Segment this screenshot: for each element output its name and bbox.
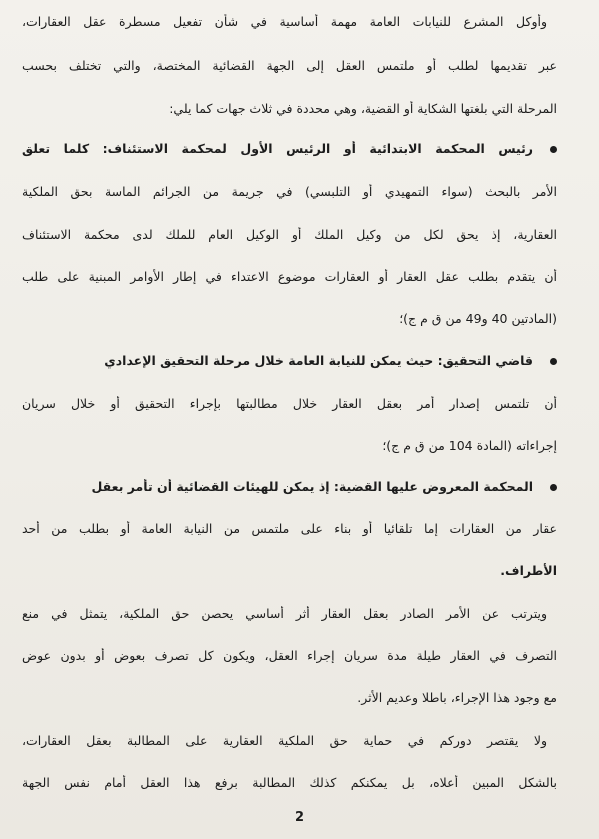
paragraph-line: التصرف في العقار طيلة مدة سريان إجراء العقل، ويكون كل تصرف بعوض أو بدون عوض [22, 648, 557, 663]
paragraph-line: الأمر بالبحث (سواء التمهيدي أو التلبسي) في جريمة من الجرائم الماسة بحق الملكية [22, 184, 557, 199]
paragraph-line: أن يتقدم بطلب عقل العقار أو العقارات موضوع الاعتداء في إطار الأوامر المبنية على طلب [22, 269, 557, 284]
paragraph-line: إجراءاته (المادة 104 من ق م ج)؛ [382, 438, 557, 453]
paragraph-line: ويترتب عن الأمر الصادر بعقل العقار أثر أساسي يحصن حق الملكية، يتمثل في منع [22, 606, 547, 621]
bullet-item-heading: رئيس المحكمة الابتدائية أو الرئيس الأول لمحكمة الاستئناف: كلما تعلق [22, 141, 533, 156]
paragraph-line: (المادتين 40 و49 من ق م ج)؛ [399, 311, 557, 326]
paragraph-line: العقارية، إذ يحق لكل من وكيل الملك أو الوكيل العام للملك لدى محكمة الاستئناف [22, 227, 557, 242]
paragraph-line: عبر تقديمها لطلب أو ملتمس العقل إلى الجهة القضائية المختصة، والتي تختلف بحسب [22, 58, 557, 73]
page-number: 2 [294, 810, 305, 825]
paragraph-line: أن تلتمس إصدار أمر بعقل العقار خلال مطالبتها بإجراء التحقيق أو خلال سريان [22, 396, 557, 411]
paragraph-line: ولا يقتصر دوركم في حماية حق الملكية العقارية على المطالبة بعقل العقارات، [22, 733, 547, 748]
paragraph-line: مع وجود هذا الإجراء، باطلا وعديم الأثر. [357, 690, 557, 705]
bullet-icon [550, 358, 557, 365]
bullet-icon [550, 146, 557, 153]
bullet-icon [550, 484, 557, 491]
paragraph-line: المرحلة التي بلغتها الشكاية أو القضية، وهي محددة في ثلاث جهات كما يلي: [169, 101, 557, 116]
paragraph-line: بالشكل المبين أعلاه، بل يمكنكم كذلك المطالبة برفع هذا العقل أمام نفس الجهة [22, 775, 557, 790]
paragraph-line: الأطراف. [500, 563, 557, 578]
bullet-item-heading: قاضي التحقيق: حيث يمكن للنيابة العامة خلال مرحلة التحقيق الإعدادي [104, 353, 533, 368]
bullet-item-heading: المحكمة المعروض عليها القضية: إذ يمكن للهيئات القضائية أن تأمر بعقل [91, 479, 533, 494]
paragraph-line: وأوكل المشرع للنيابات العامة مهمة أساسية في شأن تفعيل مسطرة عقل العقارات، [22, 14, 547, 29]
paragraph-line: عقار من العقارات إما تلقائيا أو بناء على ملتمس من النيابة العامة أو بطلب من أحد [22, 521, 557, 536]
